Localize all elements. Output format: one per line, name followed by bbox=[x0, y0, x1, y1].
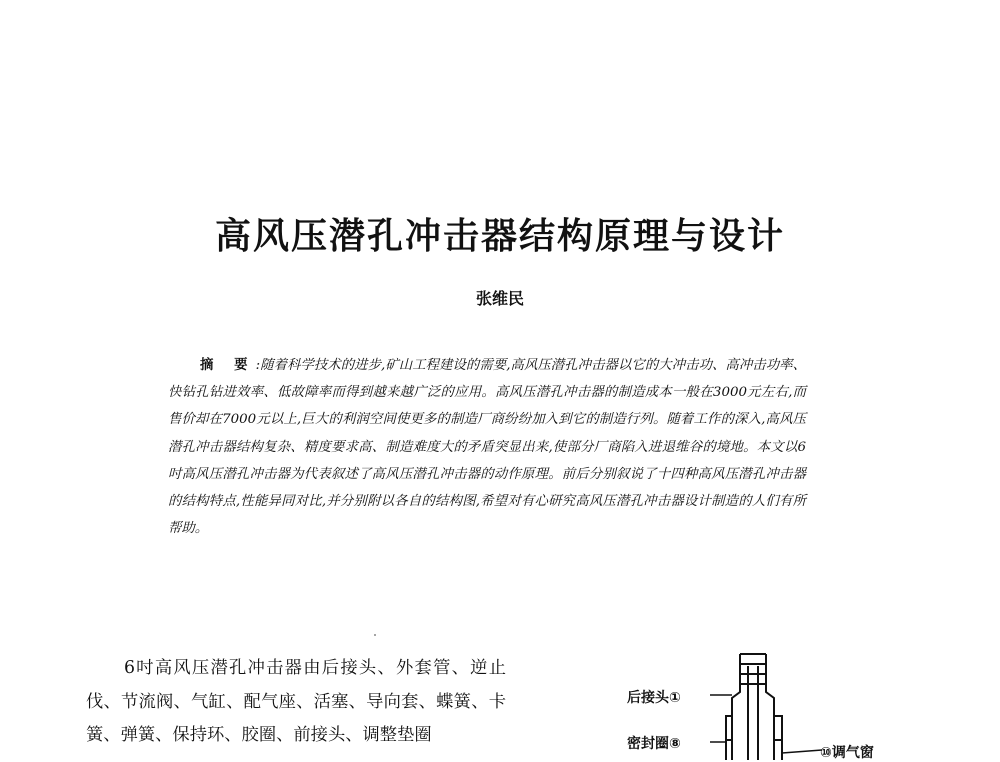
body-paragraph: 6吋高风压潜孔冲击器由后接头、外套管、逆止伐、节流阀、气缸、配气座、活塞、导向套、蝶簧、卡簧、弹簧、保持环、胶圈、前接头、调整垫圈 bbox=[86, 658, 506, 745]
author-name: 张维民 bbox=[475, 289, 524, 308]
speck bbox=[374, 634, 376, 636]
label-back-joint: 后接头① bbox=[627, 690, 681, 706]
abstract bbox=[168, 352, 806, 542]
label-vent-window: ⑩调气窗 bbox=[820, 745, 874, 761]
label-seal-ring: 密封圈⑧ bbox=[627, 736, 681, 752]
paper-title: 高风压潜孔冲击器结构原理与设计 bbox=[214, 215, 785, 257]
abstract-label: 摘 要 bbox=[200, 357, 256, 373]
structure-figure bbox=[600, 640, 1000, 760]
abstract-text: :随着科学技术的进步,矿山工程建设的需要,高风压潜孔冲击器以它的大冲击功、高冲击功率、快钻孔钻进效率、低故障率而得到越来越广泛的应用。高风压潜孔冲击器的制造成本一般在3000元左右,而售价却在7000元以上,巨大的利润空间使更多的制造厂商纷纷加入到它的制造行列。随着工作的深入,高风压潜孔冲击器结构复杂、精度要求高、制造难度大的矛盾突显出来,使部分厂商陷入进退维谷的境地。本文以6吋高风压潜孔冲击器为代表叙述了高风压潜孔冲击器的动作原理。前后分别叙说了十四种高风压潜孔冲击器的结构特点,性能异同对比,并分别附以各自的结构图,希望对有心研究高风压潜孔冲击器设计制造的人们有所帮助。 bbox=[168, 358, 806, 537]
